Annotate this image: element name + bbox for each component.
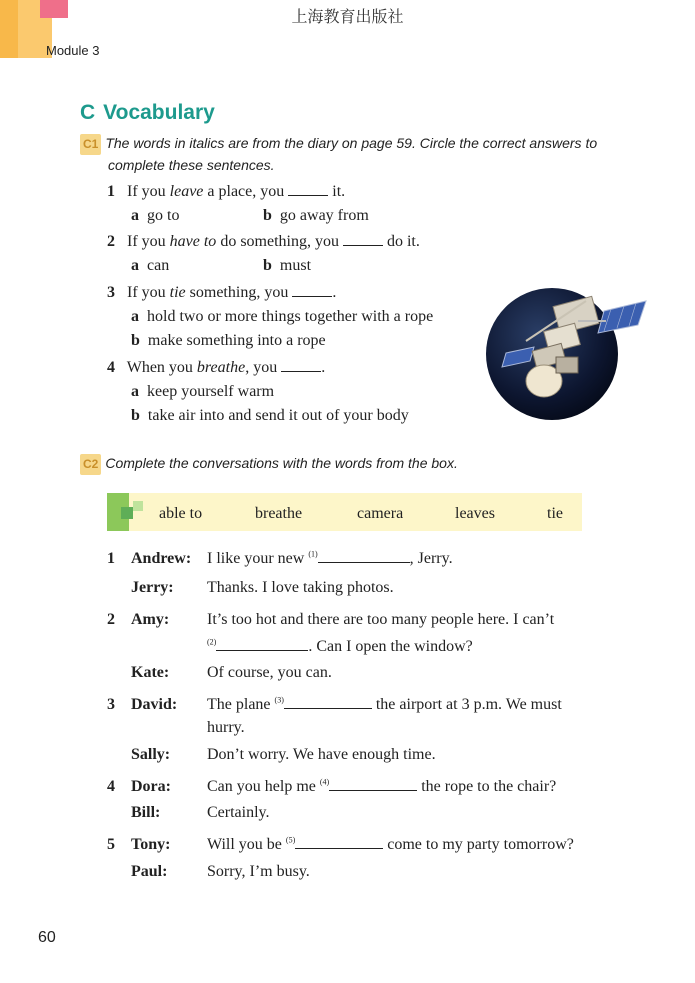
option-text: go to — [147, 207, 180, 224]
option-a[interactable] — [131, 308, 433, 326]
c2-instruction — [80, 453, 458, 475]
dialogue-line: Certainly. — [207, 804, 270, 821]
dialogue-line: Don’t worry. We have enough time. — [207, 746, 436, 763]
dialogue-line: hurry. — [207, 719, 245, 736]
answer-blank[interactable] — [329, 790, 417, 791]
option-b[interactable] — [131, 407, 409, 425]
page-number: 60 — [38, 929, 56, 946]
dialogue-text: Can you help me — [207, 778, 320, 795]
question-number: 3 — [107, 284, 115, 301]
c1-question — [107, 359, 325, 377]
option-letter: a — [131, 383, 139, 400]
question-number: 1 — [107, 183, 115, 200]
conversation-number: 2 — [107, 611, 115, 628]
option-letter: a — [131, 257, 139, 274]
question-text: . — [332, 284, 337, 301]
option-text: must — [279, 257, 312, 274]
dialogue-text: the rope to the chair? — [417, 778, 557, 795]
question-text: it. — [328, 183, 346, 200]
c1-instruction-line2: complete these sentences. — [108, 157, 275, 173]
speaker-name: Amy: — [131, 611, 170, 628]
dialogue-text: The plane — [207, 696, 275, 713]
speaker-name: Tony: — [131, 836, 171, 853]
speaker-name: Dora: — [131, 778, 171, 795]
c2-instruction-text: Complete the conversations with the words from the box. — [105, 455, 458, 471]
question-text: , you — [245, 359, 282, 376]
c1-question — [107, 284, 336, 302]
option-letter: b — [131, 407, 140, 424]
dialogue-line: Thanks. I love taking photos. — [207, 579, 394, 596]
dialogue-line: Sorry, I’m busy. — [207, 863, 310, 880]
blank-number: (1) — [308, 549, 318, 559]
answer-blank[interactable] — [292, 296, 332, 297]
speaker-name: Bill: — [131, 804, 161, 821]
answer-blank[interactable] — [343, 245, 383, 246]
option-letter: b — [263, 207, 272, 224]
conversation-number: 5 — [107, 836, 115, 853]
word-box-decoration — [121, 507, 133, 519]
question-italic-word: tie — [169, 284, 186, 301]
dialogue-line: Of course, you can. — [207, 664, 332, 681]
c1-instruction-line1: The words in italics are from the diary on page 59. Circle the correct answers to — [105, 135, 598, 151]
publisher-name: 上海教育出版社 — [291, 9, 404, 26]
option-letter: a — [131, 207, 139, 224]
option-a[interactable] — [131, 383, 274, 401]
dialogue-text: the airport at 3 p.m. We must — [371, 696, 562, 713]
option-letter: b — [263, 257, 272, 274]
answer-blank[interactable] — [295, 848, 383, 849]
word-box-word: breathe — [255, 505, 303, 522]
dialogue-line — [207, 778, 556, 796]
c1-instruction — [80, 133, 640, 176]
question-text: something, you — [185, 284, 293, 301]
question-text: If you — [127, 183, 170, 200]
option-b[interactable] — [131, 332, 326, 350]
speaker-name: Andrew: — [131, 550, 192, 567]
answer-blank[interactable] — [284, 708, 372, 709]
dialogue-line — [207, 696, 562, 714]
word-box-word: camera — [357, 505, 404, 522]
speaker-name: Paul: — [131, 863, 168, 880]
module-label: Module 3 — [46, 43, 100, 58]
question-text: If you — [127, 233, 170, 250]
question-text: When you — [126, 359, 197, 376]
question-text: do it. — [382, 233, 420, 250]
dialogue-text: come to my party tomorrow? — [383, 836, 574, 853]
blank-number: (3) — [274, 695, 284, 705]
question-italic-word: leave — [169, 183, 204, 200]
speaker-name: Jerry: — [131, 579, 174, 596]
section-title — [80, 101, 215, 125]
word-box-word: tie — [547, 505, 563, 522]
blank-number: (2) — [207, 637, 217, 647]
c2-badge: C2 — [80, 454, 101, 475]
blank-number: (5) — [285, 835, 296, 845]
question-text: If you — [127, 284, 170, 301]
c1-badge: C1 — [80, 134, 101, 155]
word-box-word: able to — [159, 505, 203, 522]
answer-blank[interactable] — [318, 562, 410, 563]
dialogue-line — [207, 550, 453, 568]
dialogue-line: It’s too hot and there are too many people here. I can’t — [207, 611, 555, 628]
answer-blank[interactable] — [288, 195, 328, 196]
option-b[interactable] — [263, 207, 369, 225]
conversation-number: 1 — [107, 550, 115, 567]
blank-number: (4) — [319, 777, 330, 787]
dialogue-text: . Can I open the window? — [308, 638, 473, 655]
speaker-name: Sally: — [131, 746, 171, 763]
question-number: 4 — [107, 359, 115, 376]
question-text: . — [321, 359, 326, 376]
speaker-name: David: — [131, 696, 178, 713]
question-italic-word: breathe — [196, 359, 246, 376]
conversation-number: 3 — [107, 696, 115, 713]
option-text: hold two or more things together with a rope — [147, 308, 434, 325]
option-b[interactable] — [263, 257, 311, 275]
c1-question — [107, 183, 345, 201]
c1-question — [107, 233, 420, 251]
option-a[interactable] — [131, 207, 179, 225]
option-letter: b — [131, 332, 140, 349]
space-station-image — [486, 281, 648, 427]
dialogue-text: I like your new — [207, 550, 309, 567]
section-name: Vocabulary — [103, 101, 215, 124]
option-text: keep yourself warm — [147, 383, 275, 400]
dialogue-text: Will you be — [207, 836, 286, 853]
speaker-name: Kate: — [131, 664, 170, 681]
question-italic-word: have to — [169, 233, 217, 250]
answer-blank[interactable] — [281, 371, 321, 372]
conversation-number: 4 — [107, 778, 115, 795]
option-text: take air into and send it out of your body — [147, 407, 409, 424]
option-letter: a — [131, 308, 139, 325]
dialogue-line — [207, 638, 473, 656]
answer-blank[interactable] — [216, 650, 308, 651]
option-text: make something into a rope — [147, 332, 326, 349]
question-text: do something, you — [216, 233, 343, 250]
dialogue-line — [207, 836, 574, 854]
word-box-decoration — [133, 501, 143, 511]
question-text: a place, you — [203, 183, 289, 200]
dialogue-text: , Jerry. — [409, 550, 453, 567]
word-box-word: leaves — [455, 505, 495, 522]
section-letter: C — [80, 101, 96, 124]
option-text: can — [147, 257, 170, 274]
option-text: go away from — [279, 207, 369, 224]
question-number: 2 — [107, 233, 115, 250]
option-a[interactable] — [131, 257, 169, 275]
